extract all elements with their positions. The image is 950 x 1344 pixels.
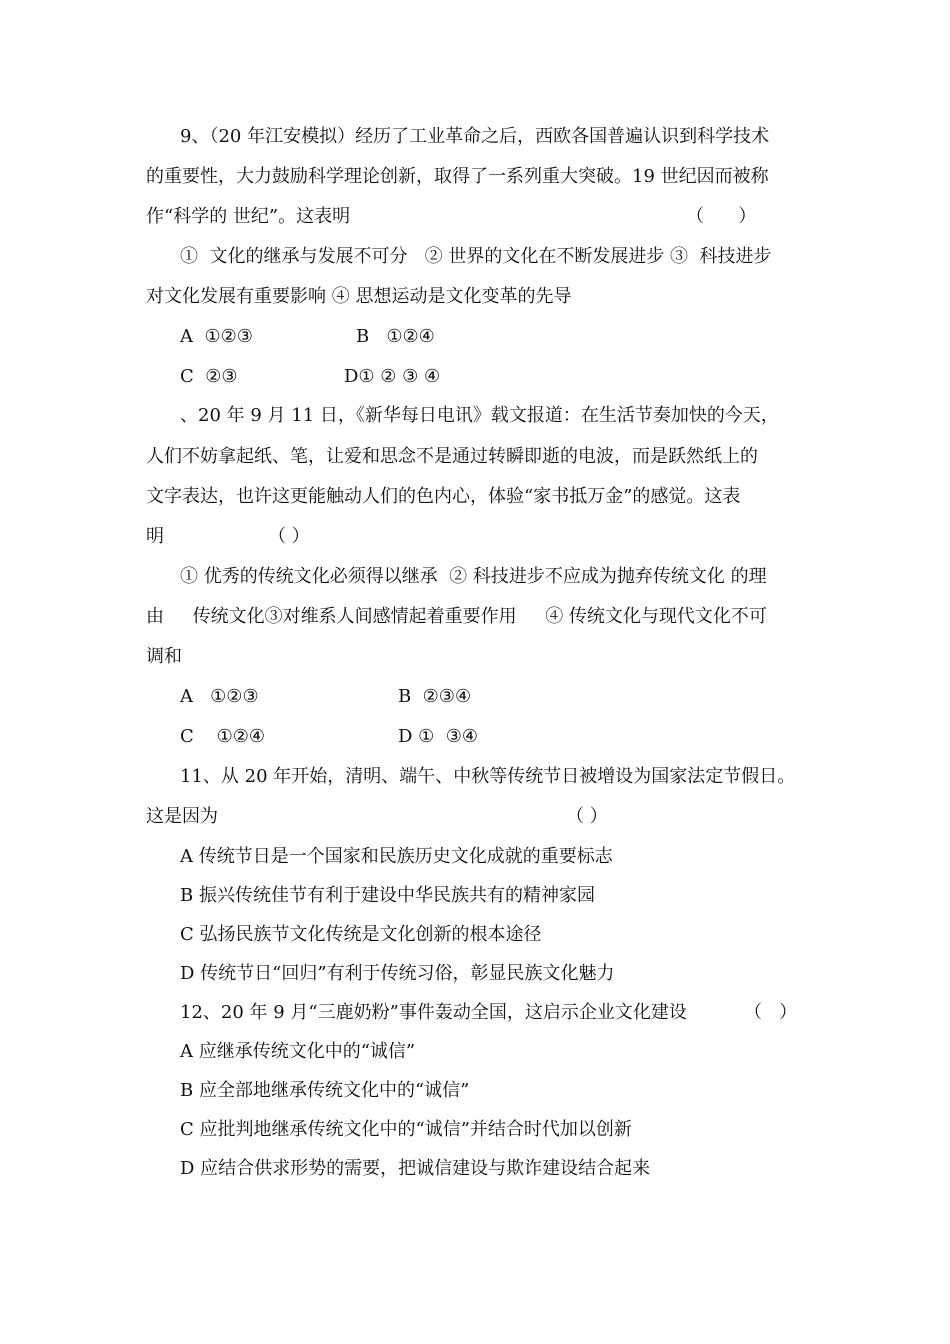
q11-stem-line-1: 11、从 20 年开始，清明、端午、中秋等传统节日被增设为国家法定节假日。 (180, 766, 796, 787)
q10-option-c: C ①②④ (180, 726, 266, 747)
q11-option-a: A 传统节日是一个国家和民族历史文化成就的重要标志 (180, 846, 613, 867)
q10-option-d: D ① ③④ (398, 726, 479, 747)
q9-stem-line-2: 的重要性，大力鼓励科学理论创新，取得了一系列重大突破。19 世纪因而被称 (146, 166, 769, 187)
q11-option-b: B 振兴传统佳节有利于建设中华民族共有的精神家园 (180, 885, 595, 906)
q11-option-c: C 弘扬民族节文化传统是文化创新的根本途径 (180, 924, 542, 945)
q9-stem-line-3: 作“科学的 世纪”。这表明 (146, 206, 351, 227)
q10-items-line-1: ① 优秀的传统文化必须得以继承 ② 科技进步不应成为抛弃传统文化 的理 (180, 566, 767, 587)
q12-option-b: B 应全部地继承传统文化中的“诚信” (180, 1080, 470, 1101)
q9-answer-blank: （ ） (686, 206, 757, 227)
q11-option-d: D 传统节日“回归”有利于传统习俗，彰显民族文化魅力 (180, 963, 615, 984)
q9-option-d: D① ② ③ ④ (344, 366, 441, 387)
q9-option-b: B ①②④ (356, 326, 435, 347)
q12-answer-blank: （ ） (744, 1002, 798, 1023)
q10-stem-line-3: 文字表达，也许这更能触动人们的色内心，体验“家书抵万金”的感觉。这表 (146, 486, 741, 507)
q11-stem-line-2: 这是因为 (146, 806, 218, 827)
q10-option-b: B ②③④ (398, 686, 472, 707)
q9-items-line-1: ① 文化的继承与发展不可分 ② 世界的文化在不断发展进步 ③ 科技进步 (180, 246, 772, 267)
q10-items-line-2: 由 传统文化③对维系人间感情起着重要作用 ④ 传统文化与现代文化不可 (146, 606, 767, 627)
q10-option-a: A ①②③ (180, 686, 259, 707)
q12-option-d: D 应结合供求形势的需要，把诚信建设与欺诈建设结合起来 (180, 1158, 651, 1179)
q12-stem: 12、20 年 9 月“三鹿奶粉”事件轰动全国，这启示企业文化建设 (180, 1002, 687, 1023)
q9-option-c: C ②③ (180, 366, 238, 387)
q11-answer-blank: （ ） (566, 806, 608, 827)
q9-option-a: A ①②③ (180, 326, 253, 347)
q12-option-c: C 应批判地继承传统文化中的“诚信”并结合时代加以创新 (180, 1119, 632, 1140)
q10-items-line-3: 调和 (146, 646, 182, 667)
q9-stem-line-1: 9、（20 年江安模拟）经历了工业革命之后，西欧各国普遍认识到科学技术 (180, 126, 770, 147)
q12-option-a: A 应继承传统文化中的“诚信” (180, 1041, 416, 1062)
q10-stem-line-1: 、20 年 9 月 11 日，《新华每日电讯》载文报道：在生活节奏加快的今天， (180, 405, 779, 426)
q10-answer-blank: （ ） (268, 526, 310, 547)
q10-stem-line-4: 明 (146, 526, 164, 547)
q10-stem-line-2: 人们不妨拿起纸、笔，让爱和思念不是通过转瞬即逝的电波，而是跃然纸上的 (146, 446, 758, 467)
q9-items-line-2: 对文化发展有重要影响 ④ 思想运动是文化变革的先导 (146, 286, 572, 307)
